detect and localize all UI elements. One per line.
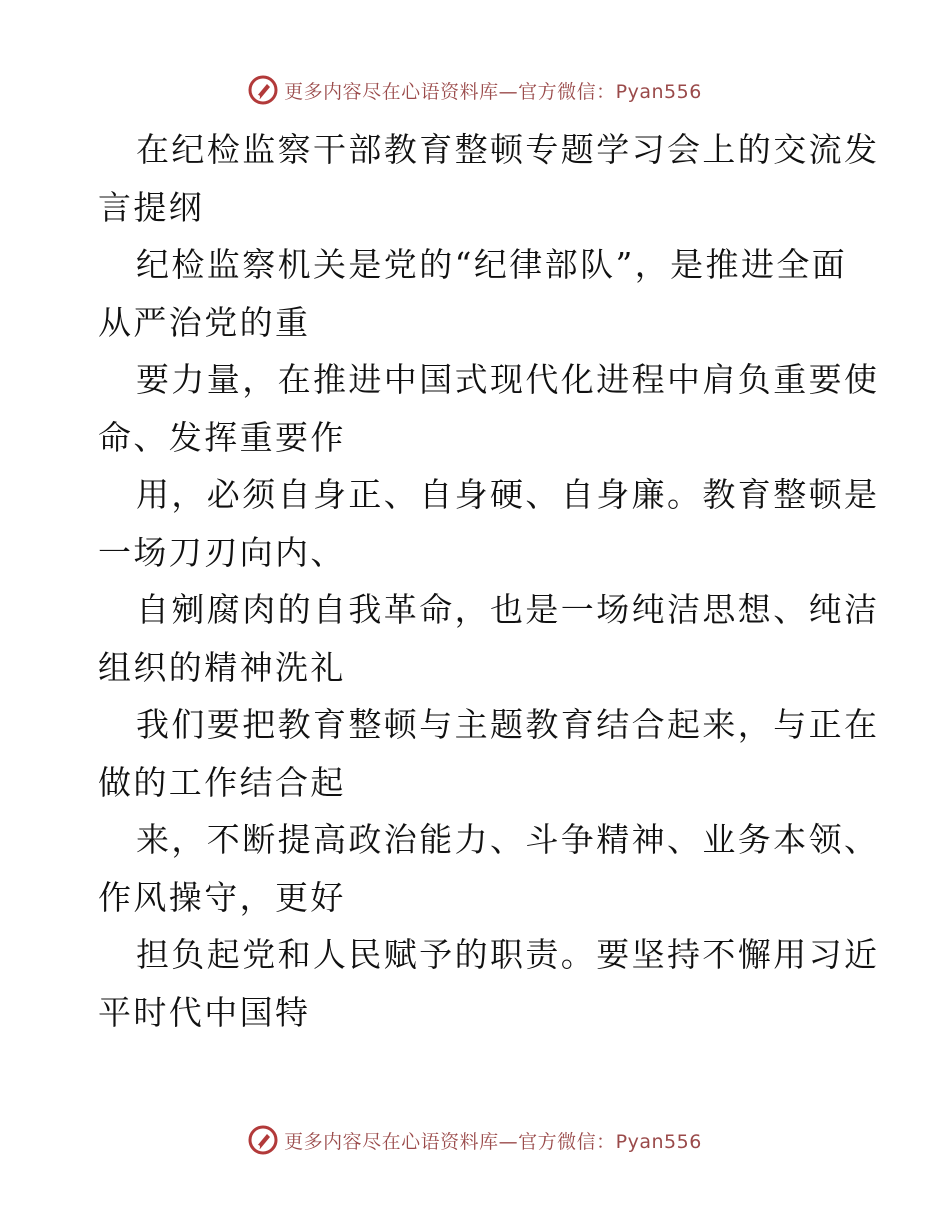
paragraph	[98, 696, 880, 811]
text-line: 自剜腐肉的自我革命，也是一场纯洁思想、纯洁	[136, 590, 880, 629]
text-line: 担负起党和人民赋予的职责。要坚持不懈用习近	[136, 935, 880, 974]
text-line: 平时代中国特	[98, 992, 311, 1032]
paragraph	[98, 581, 880, 696]
text-line: 来，不断提高政治能力、斗争精神、业务本领、	[136, 820, 880, 859]
paragraph	[98, 351, 880, 466]
paragraph	[98, 926, 880, 1041]
text-line: 做的工作结合起	[98, 762, 346, 802]
paragraph	[98, 121, 880, 236]
document-body	[98, 121, 880, 1041]
footer-watermark	[0, 1122, 950, 1158]
text-line: 组织的精神洗礼	[98, 647, 346, 687]
watermark-text: 更多内容尽在心语资料库—官方微信：Pyan556	[284, 1130, 702, 1153]
watermark-text: 更多内容尽在心语资料库—官方微信：Pyan556	[284, 80, 702, 103]
text-line: 命、发挥重要作	[98, 417, 346, 457]
text-line: 用，必须自身正、自身硬、自身廉。教育整顿是	[136, 475, 880, 514]
text-line: 从严治党的重	[98, 302, 311, 342]
text-line: 在纪检监察干部教育整顿专题学习会上的交流发	[136, 130, 880, 169]
text-line: 纪检监察机关是党的“纪律部队”，是推进全面	[136, 245, 848, 284]
text-line: 要力量，在推进中国式现代化进程中肩负重要使	[136, 360, 880, 399]
text-line: 言提纲	[98, 187, 205, 227]
header-watermark	[0, 72, 950, 108]
text-line: 一场刀刃向内、	[98, 532, 346, 572]
pen-logo-icon	[248, 75, 278, 105]
paragraph	[98, 466, 880, 581]
text-line: 作风操守，更好	[98, 877, 346, 917]
paragraph	[98, 236, 858, 351]
text-line: 我们要把教育整顿与主题教育结合起来，与正在	[136, 705, 880, 744]
paragraph	[98, 811, 880, 926]
pen-logo-icon	[248, 1125, 278, 1155]
